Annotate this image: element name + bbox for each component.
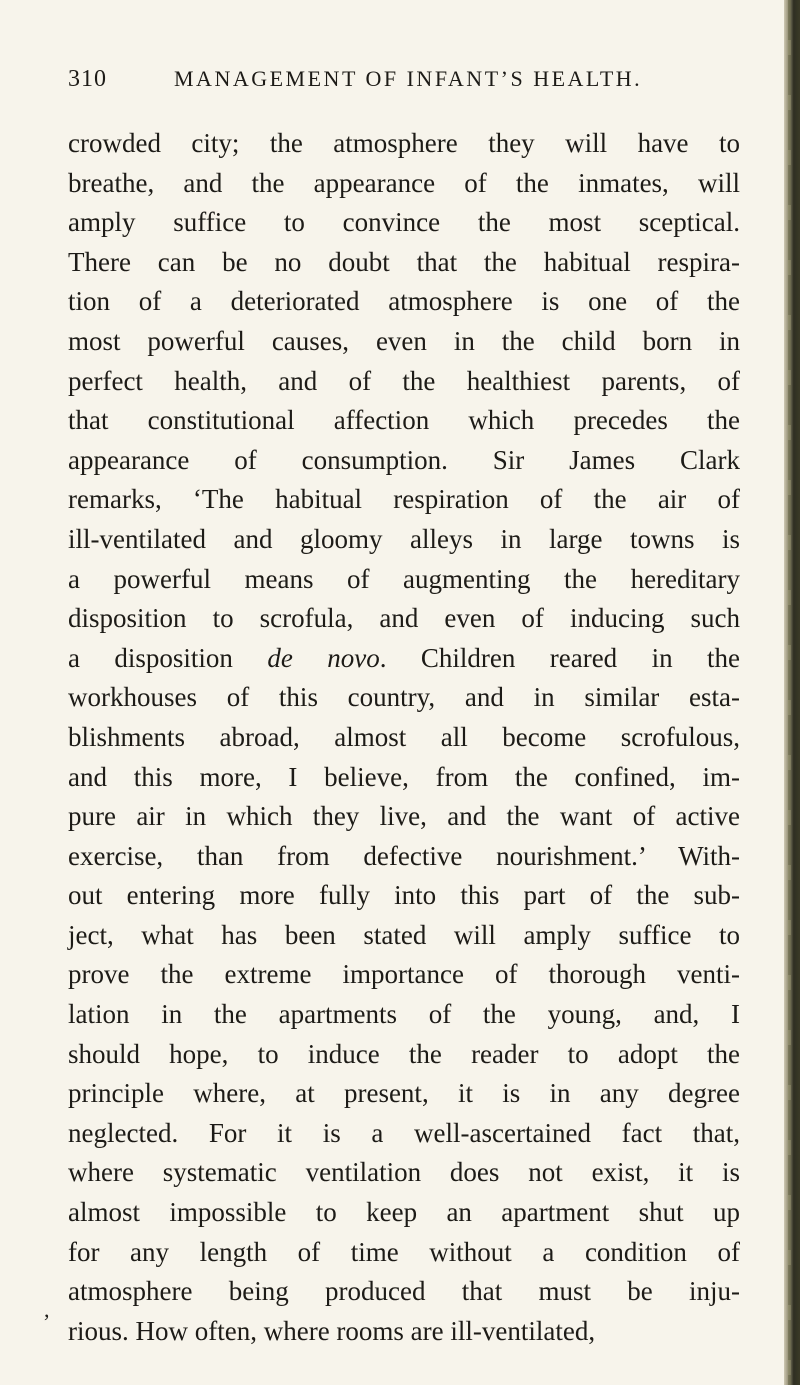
- text-line: neglected. For it is a well-ascertained fact that,: [68, 1117, 740, 1148]
- page-number: 310: [68, 66, 107, 92]
- text-line: out entering more fully into this part of the sub-: [68, 880, 740, 911]
- italic-phrase: de novo: [267, 642, 380, 673]
- text-line: ject, what has been stated will amply suffice to: [68, 919, 740, 950]
- running-head: MANAGEMENT OF INFANT’S HEALTH.: [174, 66, 643, 91]
- margin-mark: ,: [44, 1297, 50, 1322]
- body-text: [68, 124, 740, 1351]
- text-line: breathe, and the appearance of the inmates, will: [68, 167, 740, 198]
- text-line: a powerful means of augmenting the hereditary: [68, 563, 740, 594]
- text-line: a disposition de novo. Children reared in the: [68, 642, 740, 673]
- text-line: almost impossible to keep an apartment shut up: [68, 1197, 740, 1228]
- text-line: principle where, at present, it is in any degree: [68, 1078, 740, 1109]
- text-line: that constitutional affection which precedes the: [68, 405, 740, 436]
- text-line: for any length of time without a condition of: [68, 1236, 740, 1267]
- text-line: remarks, ‘The habitual respiration of the air of: [68, 484, 740, 515]
- page-edge-binding: [784, 0, 800, 1385]
- text-line: prove the extreme importance of thorough venti-: [68, 959, 740, 990]
- text-line: atmosphere being produced that must be inju-: [68, 1276, 740, 1307]
- page-header: [68, 66, 758, 96]
- text-line: workhouses of this country, and in similar esta-: [68, 682, 740, 713]
- text-line: pure air in which they live, and the want of active: [68, 801, 740, 832]
- text-line: rious. How often, where rooms are ill-ventilated,: [68, 1315, 596, 1346]
- text-line: There can be no doubt that the habitual respira-: [68, 246, 740, 277]
- text-line: and this more, I believe, from the confined, im-: [68, 761, 740, 792]
- text-line: appearance of consumption. Sir James Clark: [68, 444, 740, 475]
- text-line: most powerful causes, even in the child born in: [68, 325, 740, 356]
- text-line: lation in the apartments of the young, and, I: [68, 999, 740, 1030]
- text-line: tion of a deteriorated atmosphere is one of the: [68, 286, 740, 317]
- text-line: blishments abroad, almost all become scrofulous,: [68, 721, 740, 752]
- text-line: disposition to scrofula, and even of inducing such: [68, 603, 740, 634]
- text-line: amply suffice to convince the most sceptical.: [68, 207, 740, 238]
- text-line: exercise, than from defective nourishment.’ With-: [68, 840, 740, 871]
- text-line: where systematic ventilation does not exist, it is: [68, 1157, 740, 1188]
- text-line: ill-ventilated and gloomy alleys in large towns is: [68, 523, 740, 554]
- text-line: perfect health, and of the healthiest parents, of: [68, 365, 740, 396]
- text-line: should hope, to induce the reader to adopt the: [68, 1038, 740, 1069]
- text-line: crowded city; the atmosphere they will have to: [68, 128, 740, 158]
